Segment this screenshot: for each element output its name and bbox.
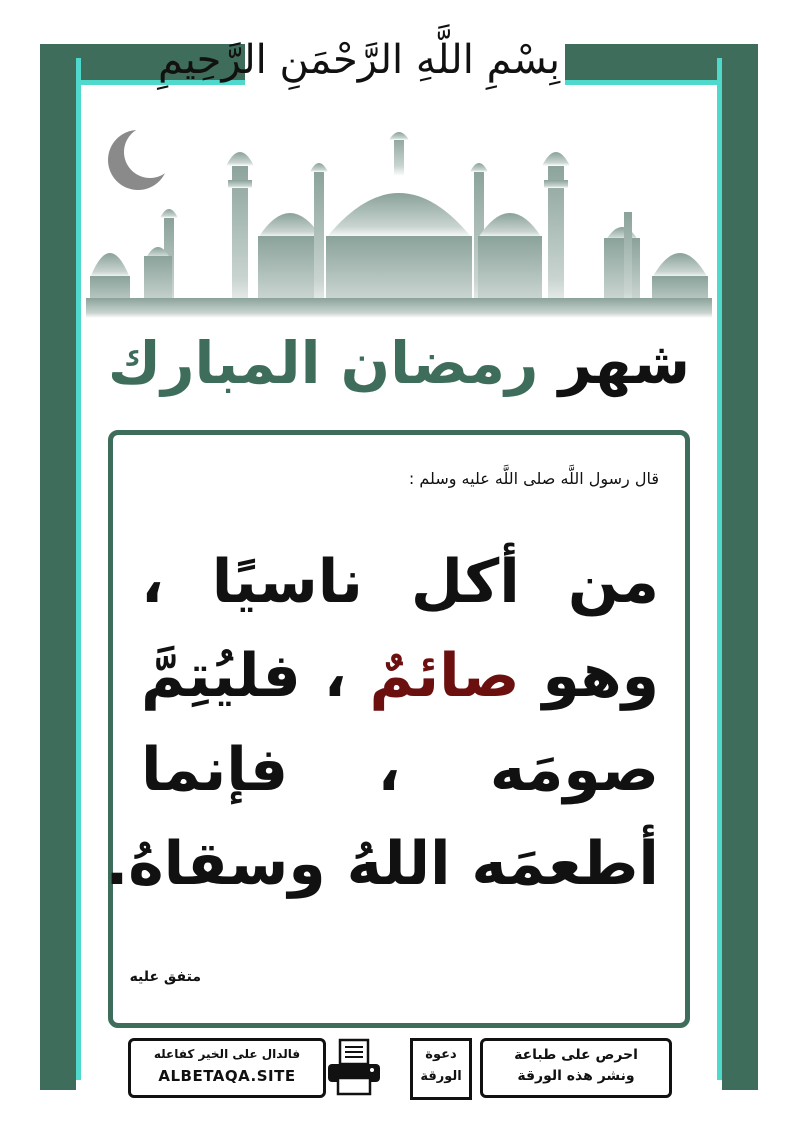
frame-accent-right	[717, 58, 722, 1080]
frame-left-bar	[40, 44, 76, 1090]
title-word-ramadan: رمضان	[340, 329, 539, 397]
crescent-moon-icon	[108, 126, 176, 190]
hadith-line: أطعمَه اللهُ وسقاهُ.	[105, 829, 659, 899]
footer-call-box	[480, 1038, 672, 1098]
hadith-card	[105, 430, 690, 1028]
hadith-source: متفق عليه	[129, 969, 201, 985]
footer-site-link[interactable]: ALBETAQA.SITE	[158, 1067, 296, 1085]
hadith-text	[105, 535, 660, 911]
dawa-logo	[410, 1038, 472, 1100]
hadith-word-highlight: صائمٌ	[369, 641, 520, 711]
printer-icon	[324, 1038, 384, 1096]
footer-slogan: فالدال على الخير كفاعله	[153, 1047, 301, 1061]
title-word-month: شهر	[558, 329, 690, 397]
logo-line: دعوة	[425, 1047, 457, 1062]
hadith-line: صومَه ، فإنما	[141, 735, 659, 805]
footer-site-box	[128, 1038, 326, 1098]
hadith-line: من أكل ناسيًا ،	[141, 547, 659, 617]
hadith-word: وهو	[542, 641, 660, 711]
frame-top-right	[565, 44, 758, 80]
footer-call-line: احرص على طباعة	[514, 1047, 638, 1063]
page-title	[107, 318, 690, 408]
hadith-narrator: قال رسول اللَّه صلى اللَّه عليه وسلم :	[408, 469, 659, 488]
footer	[128, 1038, 672, 1100]
title-word-mubarak: المبارك	[107, 329, 321, 397]
frame-right-bar	[722, 44, 758, 1090]
mosque-skyline	[86, 118, 712, 318]
hadith-line	[141, 629, 659, 723]
logo-line: الورقة	[420, 1069, 462, 1084]
footer-call-line: ونشر هذه الورقة	[517, 1068, 635, 1084]
hadith-word: ، فليُتِمَّ	[141, 641, 347, 711]
mosque-silhouette	[86, 132, 712, 318]
basmala-calligraphy: بِسْمِ اللَّهِ الرَّحْمَنِ الرَّحِيمِ	[157, 37, 560, 83]
